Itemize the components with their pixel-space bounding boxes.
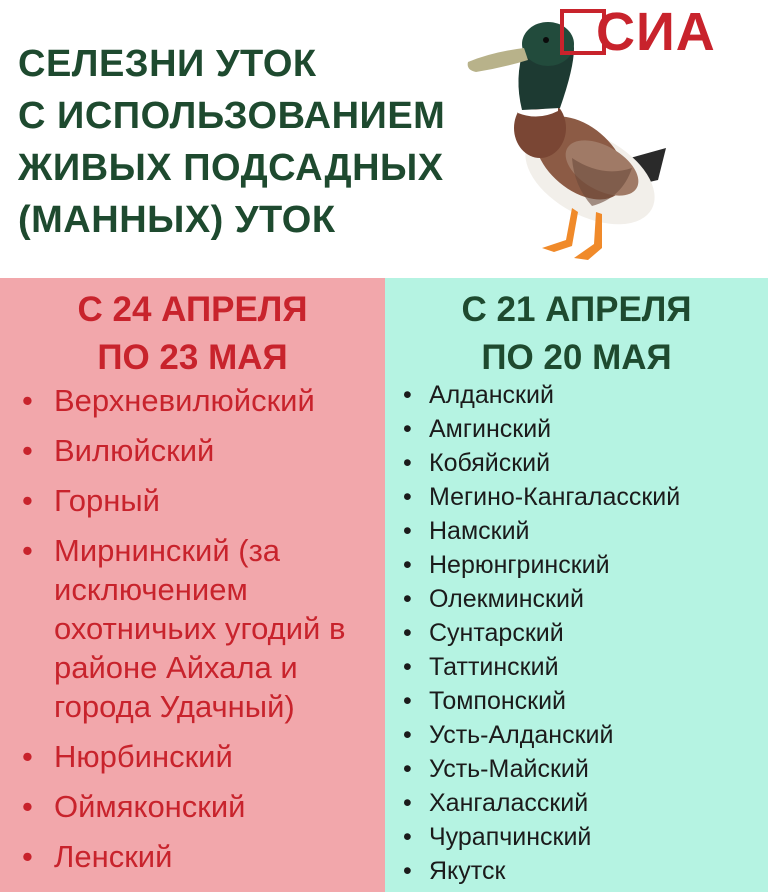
bullet-icon: • <box>22 483 33 518</box>
list-item <box>401 582 761 616</box>
page-title <box>18 38 518 246</box>
bullet-icon: • <box>403 687 412 715</box>
bullet-icon: • <box>403 415 412 443</box>
list-item <box>16 837 376 876</box>
list-item <box>16 431 376 470</box>
list-item-label: Томпонский <box>429 687 567 715</box>
heading-line: С 24 АПРЕЛЯ <box>77 290 308 329</box>
list-item-label: Оймяконский <box>54 789 246 824</box>
list-item <box>401 786 761 820</box>
list-item-label: Нюрбинский <box>54 739 233 774</box>
bullet-icon: • <box>403 653 412 681</box>
list-item-label: Ленский <box>54 839 173 874</box>
bullet-icon: • <box>403 551 412 579</box>
list-item-label: Сунтарский <box>429 619 564 647</box>
list-item <box>16 481 376 520</box>
list-item <box>16 531 376 726</box>
bullet-icon: • <box>403 857 412 885</box>
bullet-icon: • <box>22 433 33 468</box>
list-item-label: Горный <box>54 483 160 518</box>
title-line: (МАННЫХ) УТОК <box>18 199 336 241</box>
bullet-icon: • <box>403 619 412 647</box>
list-item-label: Усть-Алданский <box>429 721 614 749</box>
bullet-icon: • <box>22 789 33 824</box>
bullet-icon: • <box>22 383 33 418</box>
list-item-label: Таттинский <box>429 653 559 681</box>
list-item <box>401 548 761 582</box>
list-item <box>16 787 376 826</box>
list-item-label: Вилюйский <box>54 433 215 468</box>
left-period-heading <box>0 286 385 382</box>
logo <box>560 2 716 62</box>
list-item-label: Хангаласский <box>429 789 589 817</box>
left-column <box>0 278 385 892</box>
bullet-icon: • <box>403 517 412 545</box>
list-item <box>401 854 761 888</box>
list-item <box>401 480 761 514</box>
bullet-icon: • <box>22 839 33 874</box>
right-district-list <box>401 378 761 888</box>
list-item <box>16 737 376 776</box>
heading-line: С 21 АПРЕЛЯ <box>461 290 692 329</box>
bullet-icon: • <box>22 533 33 568</box>
list-item-label: Усть-Майский <box>429 755 589 783</box>
right-period-heading <box>385 286 768 382</box>
list-item-label: Кобяйский <box>429 449 551 477</box>
title-line: С ИСПОЛЬЗОВАНИЕМ <box>18 95 446 137</box>
list-item <box>401 412 761 446</box>
bullet-icon: • <box>22 739 33 774</box>
list-item-label: Якутск <box>429 857 506 885</box>
list-item-label: Намский <box>429 517 530 545</box>
logo-text: СИА <box>596 2 716 62</box>
bullet-icon: • <box>403 823 412 851</box>
list-item-label: Верхневилюйский <box>54 383 315 418</box>
list-item <box>401 752 761 786</box>
title-line: ЖИВЫХ ПОДСАДНЫХ <box>18 147 444 189</box>
heading-line: ПО 20 МАЯ <box>481 338 672 377</box>
bullet-icon: • <box>403 449 412 477</box>
list-item <box>401 378 761 412</box>
right-column <box>385 278 768 892</box>
bullet-icon: • <box>403 585 412 613</box>
list-item-label: Олекминский <box>429 585 584 613</box>
list-item-label: Мирнинский (за исключением охотничьих угодий в районе Айхала и города Удачный) <box>54 533 346 724</box>
list-item <box>401 446 761 480</box>
list-item <box>401 616 761 650</box>
list-item <box>16 381 376 420</box>
list-item <box>401 684 761 718</box>
list-item-label: Нерюнгринский <box>429 551 610 579</box>
bullet-icon: • <box>403 789 412 817</box>
list-item-label: Алданский <box>429 381 554 409</box>
list-item-label: Чурапчинский <box>429 823 592 851</box>
heading-line: ПО 23 МАЯ <box>97 338 288 377</box>
list-item <box>401 514 761 548</box>
bullet-icon: • <box>403 483 412 511</box>
bullet-icon: • <box>403 755 412 783</box>
title-line: СЕЛЕЗНИ УТОК <box>18 43 317 85</box>
list-item <box>401 820 761 854</box>
list-item <box>401 650 761 684</box>
list-item-label: Амгинский <box>429 415 552 443</box>
bullet-icon: • <box>403 721 412 749</box>
left-district-list <box>16 381 376 887</box>
bullet-icon: • <box>403 381 412 409</box>
header <box>0 0 768 278</box>
list-item-label: Мегино-Кангаласский <box>429 483 681 511</box>
list-item <box>401 718 761 752</box>
